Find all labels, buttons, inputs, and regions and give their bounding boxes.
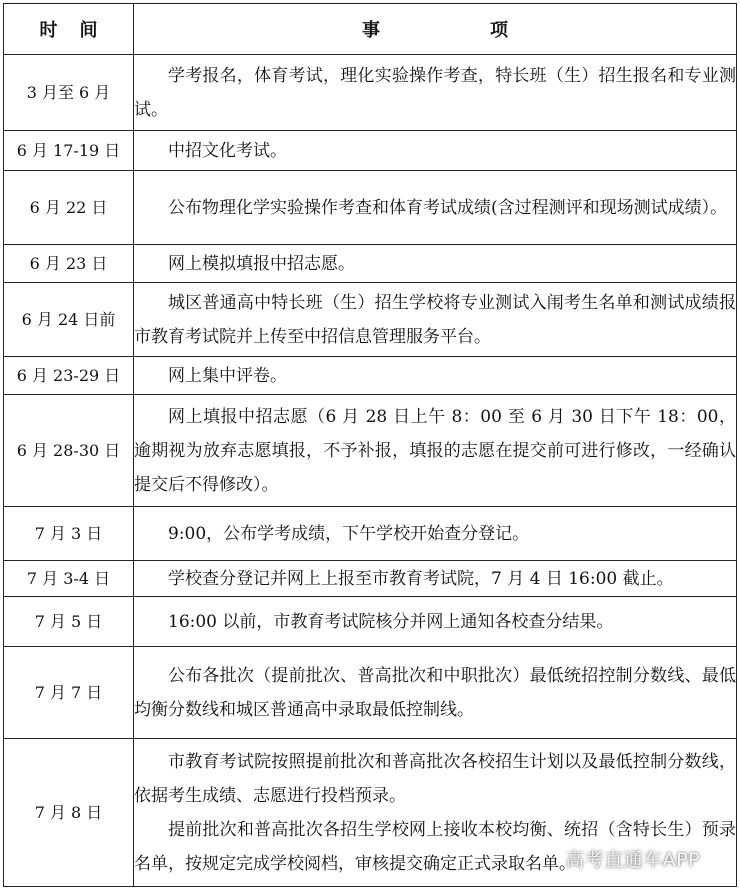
event-text: 网上集中评卷。 xyxy=(168,365,287,386)
table-row xyxy=(4,561,737,597)
table-row xyxy=(4,283,737,357)
event-text: 中招文化考试。 xyxy=(168,140,287,161)
event-text: 网上填报中招志愿（6 月 28 日上午 8：00 至 6 月 30 日下午 18：00，逾期视为放弃志愿填报，不予补报，填报的志愿在提交前可进行修改，一经确认提交后不得修改）。 xyxy=(134,406,736,495)
event-cell xyxy=(134,55,737,131)
event-cell xyxy=(134,171,737,245)
table-row xyxy=(4,131,737,171)
event-cell xyxy=(134,283,737,357)
watermark: 高考直通车APP xyxy=(565,849,700,871)
time-cell: 3 月至 6 月 xyxy=(4,55,134,131)
table-row xyxy=(4,507,737,561)
time-cell: 7 月 5 日 xyxy=(4,597,134,647)
header-time-char: 时 xyxy=(39,20,58,41)
time-cell: 6 月 24 日前 xyxy=(4,283,134,357)
event-cell xyxy=(134,357,737,395)
header-time xyxy=(4,4,134,55)
event-cell xyxy=(134,507,737,561)
event-cell xyxy=(134,597,737,647)
schedule-table xyxy=(3,3,737,887)
table-row xyxy=(4,357,737,395)
table-row xyxy=(4,647,737,739)
event-cell xyxy=(134,647,737,739)
time-cell: 6 月 22 日 xyxy=(4,171,134,245)
event-text: 9:00，公布学考成绩，下午学校开始查分登记。 xyxy=(168,523,530,544)
time-cell: 6 月 23-29 日 xyxy=(4,357,134,395)
time-cell: 7 月 7 日 xyxy=(4,647,134,739)
event-text: 公布物理化学实验操作考查和体育考试成绩(含过程测评和现场测试成绩）。 xyxy=(168,197,728,218)
table-row xyxy=(4,245,737,283)
time-cell: 7 月 3 日 xyxy=(4,507,134,561)
table-row xyxy=(4,597,737,647)
event-cell xyxy=(134,395,737,507)
event-cell xyxy=(134,245,737,283)
event-text: 16:00 以前，市教育考试院核分并网上通知各校查分结果。 xyxy=(168,611,614,632)
event-text: 公布各批次（提前批次、普高批次和中职批次）最低统招控制分数线、最低均衡分数线和城区普通高中录取最低控制线。 xyxy=(134,665,736,720)
event-text: 市教育考试院按照提前批次和普高批次各校招生计划以及最低控制分数线，依据考生成绩、志愿进行投档预录。 xyxy=(134,751,736,806)
time-cell: 7 月 3-4 日 xyxy=(4,561,134,597)
header-event-char: 项 xyxy=(490,20,508,41)
table-row xyxy=(4,395,737,507)
event-cell xyxy=(134,131,737,171)
event-text: 学校查分登记并网上上报至市教育考试院，7 月 4 日 16:00 截止。 xyxy=(168,568,674,589)
table-row xyxy=(4,55,737,131)
time-cell: 6 月 17-19 日 xyxy=(4,131,134,171)
header-event-char: 事 xyxy=(362,20,380,41)
table-row xyxy=(4,171,737,245)
time-cell: 6 月 23 日 xyxy=(4,245,134,283)
header-event xyxy=(134,4,737,55)
event-text: 城区普通高中特长班（生）招生学校将专业测试入闱考生名单和测试成绩报市教育考试院并上传至中招信息管理服务平台。 xyxy=(134,292,736,347)
event-text: 学考报名，体育考试，理化实验操作考查，特长班（生）招生报名和专业测试。 xyxy=(134,65,736,120)
time-cell: 6 月 28-30 日 xyxy=(4,395,134,507)
header-time-char: 间 xyxy=(79,20,98,41)
event-cell xyxy=(134,561,737,597)
event-text: 提前批次和普高批次各招生学校网上接收本校均衡、统招（含特长生）预录名单，按规定完成学校阅档，审核提交确定正式录取名单。 xyxy=(134,819,736,874)
header-row xyxy=(4,4,737,55)
event-text: 网上模拟填报中招志愿。 xyxy=(168,253,355,274)
time-cell: 7 月 8 日 xyxy=(4,739,134,887)
